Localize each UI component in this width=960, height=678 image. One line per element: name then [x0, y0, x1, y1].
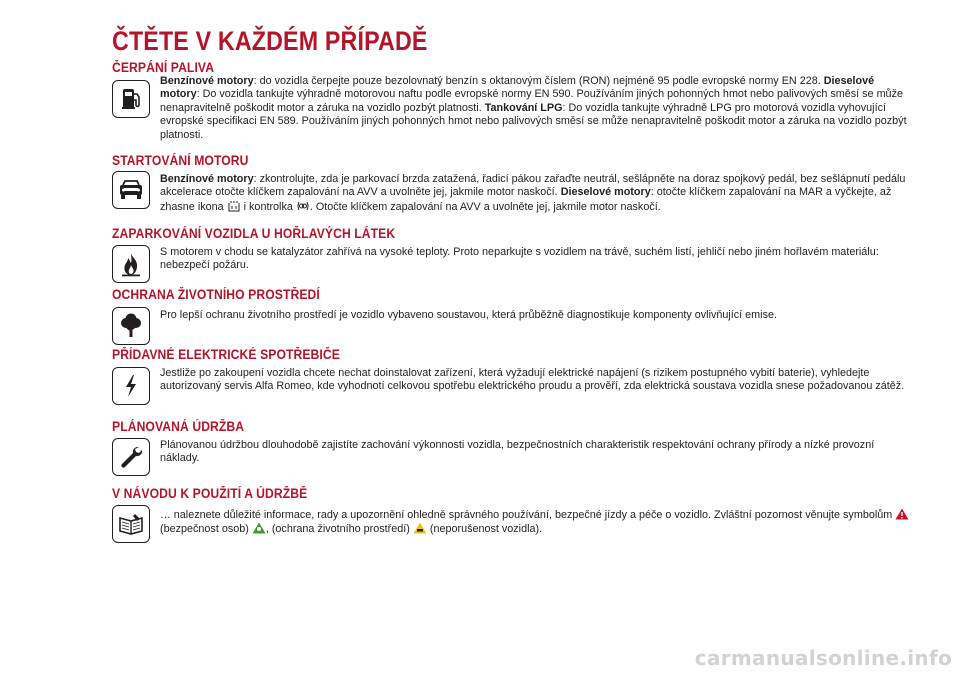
section-electrical [112, 347, 912, 393]
lightning-icon [112, 367, 150, 405]
glow-plug-icon [227, 200, 241, 212]
section-fuel [112, 60, 912, 141]
wrench-icon [112, 438, 150, 476]
section-text: Plánovanou údržbou dlouhodobě zajistíte zachování výkonnosti vozidla, bezpečnostních charakteristik respektování ochrany přírody a nízké provozní náklady. [160, 439, 875, 465]
glow-plug-warning-icon [296, 200, 310, 212]
section-maintenance [112, 419, 912, 465]
section-text: Benzínové motory: zkontrolujte, zda je parkovací brzda zatažená, řadicí pákou zařaďte neutrál, sešlápněte na doraz spojkový pedál, bez sešlápnutí pedálu akcelerace otočte klíčkem zapalování na AVV a uvolněte jej, jakmile motor naskočí. Dieselové motory: otočte klíčkem zapalování na MAR a vyčkejte, až zhasne ikona i kontrolka . Otočte klíčkem zapalování na AVV a uvolněte jej, jakmile motor naskočí. [160, 173, 906, 213]
section-heading: PLÁNOVANÁ ÚDRŽBA [112, 419, 245, 434]
section-heading: STARTOVÁNÍ MOTORU [112, 153, 249, 168]
section-text: Pro lepší ochranu životního prostředí je vozidlo vybaveno soustavou, která průběžně diagnostikuje komponenty ovlivňující emise. [160, 309, 777, 321]
section-text: S motorem v chodu se katalyzátor zahřívá na vysoké teploty. Proto neparkujte s vozidlem na trávě, suchém listí, jehličí nebo jiném hořlavém materiálu: nebezpečí požáru. [160, 246, 879, 272]
section-text: … naleznete důležité informace, rady a upozornění ohledně správného používání, bezpečné jízdy a péče o vozidlo. Zvláštní pozornost věnujte symbolům (bezpečnost osob) , (ochrana životního prostředí) (neporušenost vozidla). [160, 508, 912, 537]
flame-icon [112, 245, 150, 283]
page-title: ČTĚTE V KAŽDÉM PŘÍPADĚ [112, 26, 428, 56]
warning-red-icon [895, 508, 909, 520]
section-parking-flammable [112, 226, 912, 272]
vehicle-damage-yellow-icon [413, 522, 427, 534]
section-heading: V NÁVODU K POUŽITÍ A ÚDRŽBĚ [112, 486, 308, 501]
section-heading: ČERPÁNÍ PALIVA [112, 60, 215, 75]
section-heading: PŘÍDAVNÉ ELEKTRICKÉ SPOTŘEBIČE [112, 347, 340, 362]
watermark: carmanualsonline.info [694, 646, 952, 670]
section-text: Jestliže po zakoupení vozidla chcete nechat doinstalovat zařízení, která vyžadují elektrické napájení (s rizikem postupného vybití baterie), vyhledejte autorizovaný servis Alfa Romeo, kde vyhodnotí celkovou spotřebu elektrického proudu a prověří, zda elektrická soustava vozidla snese požadovanou zátěž. [160, 367, 905, 393]
fuel-pump-icon [112, 80, 150, 118]
section-start-engine [112, 153, 912, 213]
section-text: Benzínové motory: do vozidla čerpejte pouze bezolovnatý benzín s oktanovým číslem (RON) nejméně 95 podle evropské normy EN 228. Dieselové motory: Do vozidla tankujte výhradně motorovou naftu podle evropské normy EN 590. Používáním jiných pohonných hmot nebo palivových směsí se může nenapravitelně poškodit motor a záruka na vozidlo pozbýt platnosti. Tankování LPG: Do vozidla tankujte výhradně LPG pro motorová vozidla vyhovující evropské specifikaci EN 589. Používáním jiných pohonných hmot nebo palivových směsí se může nenapravitelně poškodit motor a záruka na vozidlo pozbýt platnosti. [160, 75, 907, 141]
car-front-icon [112, 171, 150, 209]
section-heading: ZAPARKOVÁNÍ VOZIDLA U HOŘLAVÝCH LÁTEK [112, 226, 396, 241]
manual-book-icon [112, 505, 150, 543]
environment-green-icon [252, 522, 266, 534]
tree-icon [112, 307, 150, 345]
section-manual [112, 486, 912, 536]
section-environment [112, 287, 912, 321]
section-heading: OCHRANA ŽIVOTNÍHO PROSTŘEDÍ [112, 287, 320, 302]
